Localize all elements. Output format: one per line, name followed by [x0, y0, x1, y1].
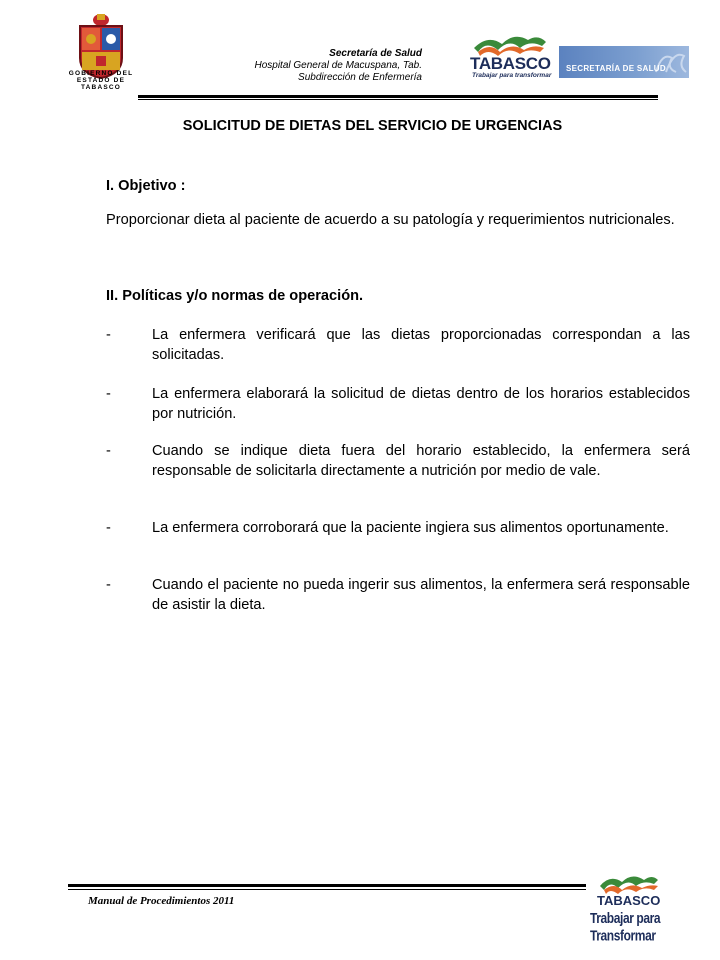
footer-tabasco-word: TABASCO: [597, 893, 661, 908]
bullet-dash: -: [106, 443, 111, 459]
bullet-dash: -: [106, 577, 111, 593]
header-line-subdireccion: Subdirección de Enfermería: [298, 72, 422, 83]
salud-banner-text: SECRETARÍA DE SALUD: [566, 64, 666, 73]
header-divider: [138, 95, 658, 98]
bullet-dash: -: [106, 327, 111, 343]
manual-label: Manual de Procedimientos 2011: [88, 895, 235, 907]
policy-item: - La enfermera verificará que las dietas proporcionadas correspondan a las solicitadas.: [106, 327, 690, 363]
header-divider-thin: [138, 99, 658, 100]
document-title: SOLICITUD DE DIETAS DEL SERVICIO DE URGENCIAS: [182, 118, 563, 134]
policies-heading: II. Políticas y/o normas de operación.: [106, 288, 364, 304]
bullet-dash: -: [106, 386, 111, 402]
footer-tabasco-tagline: Trabajar para Transformar: [590, 909, 661, 944]
header-line-hospital: Hospital General de Macuspana, Tab.: [254, 60, 422, 71]
tabasco-logo-tagline: Trabajar para transformar: [472, 72, 552, 79]
bullet-dash: -: [106, 520, 111, 536]
footer-divider-thin: [68, 889, 586, 890]
crest-caption: GOBIERNO DEL ESTADO DE TABASCO: [68, 70, 134, 91]
tabasco-logo-word: TABASCO: [470, 54, 551, 73]
institution-header: [200, 48, 422, 84]
objective-heading: I. Objetivo :: [106, 178, 186, 194]
objective-text: Proporcionar dieta al paciente de acuerdo a su patología y requerimientos nutricionales.: [106, 212, 675, 228]
header-line-secretaria: Secretaría de Salud: [329, 48, 422, 59]
footer-divider: [68, 884, 586, 887]
policy-item: - Cuando el paciente no pueda ingerir sus alimentos, la enfermera será responsable de asistir la dieta.: [106, 577, 690, 613]
policy-item: - Cuando se indique dieta fuera del horario establecido, la enfermera será responsable de solicitarla directamente a nutrición por medio de vale.: [106, 443, 690, 479]
policy-item: - La enfermera elaborará la solicitud de dietas dentro de los horarios establecidos por nutrición.: [106, 386, 690, 422]
policy-item: - La enfermera corroborará que la paciente ingiera sus alimentos oportunamente.: [106, 520, 669, 536]
